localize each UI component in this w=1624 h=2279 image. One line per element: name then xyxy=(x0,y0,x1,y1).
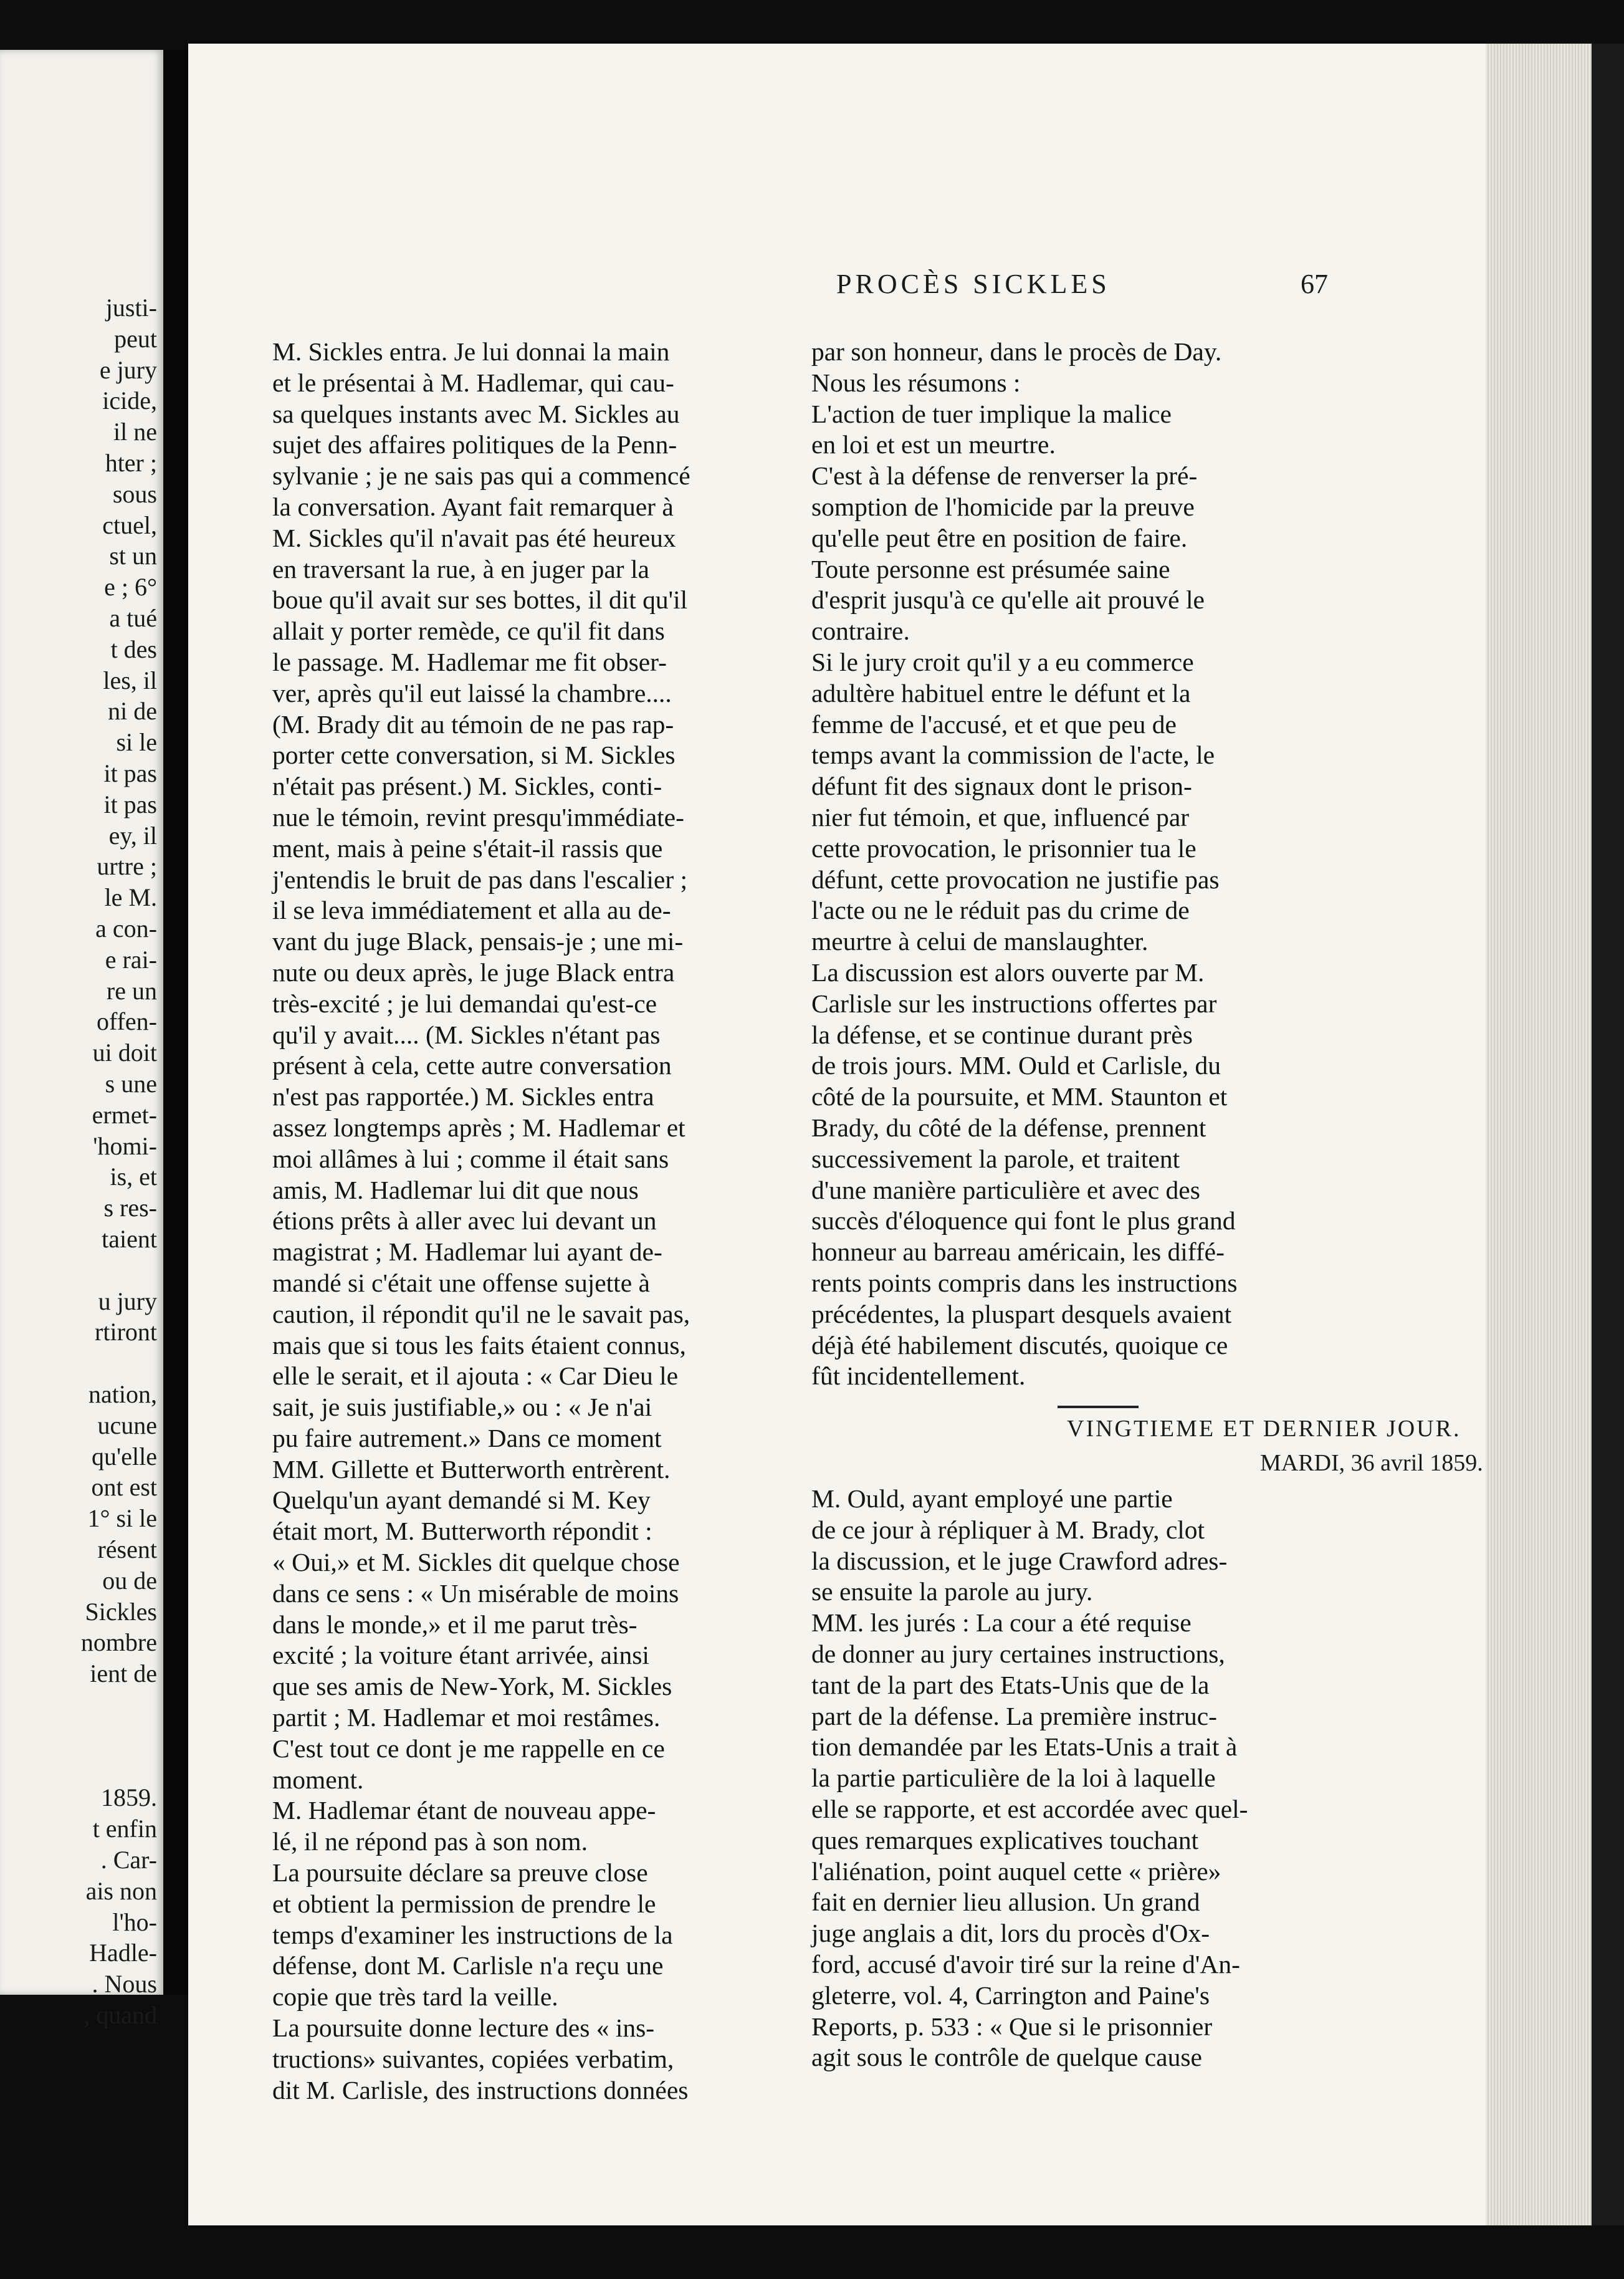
previous-page-fragment: s res- xyxy=(103,1194,157,1222)
text-line: d'esprit jusqu'à ce qu'elle ait prouvé le xyxy=(811,585,1205,615)
text-line: C'est à la défense de renverser la pré- xyxy=(811,461,1198,491)
text-line: en traversant la rue, à en juger par la xyxy=(272,554,649,583)
text-line: défense, dont M. Carlisle n'a reçu une xyxy=(272,1951,664,1980)
previous-page-fragment: 1859. xyxy=(101,1783,157,1812)
text-line: porter cette conversation, si M. Sickles xyxy=(272,741,676,770)
text-line: précédentes, la pluspart desquels avaient xyxy=(811,1299,1232,1328)
text-line: tructions» suivantes, copiées verbatim, xyxy=(272,2044,674,2073)
text-line: MM. Gillette et Butterworth entrèrent. xyxy=(272,1454,671,1484)
previous-page-fragment: ucune xyxy=(97,1411,157,1439)
text-line: défunt, cette provocation ne justifie pas xyxy=(811,865,1220,894)
previous-page-fragment: le M. xyxy=(104,883,157,912)
text-line: défunt fit des signaux dont le prison- xyxy=(811,772,1192,801)
previous-page-fragment: it pas xyxy=(103,759,157,787)
previous-page-fragment: 'homi- xyxy=(93,1131,157,1160)
text-line: la partie particulière de la loi à laquelle xyxy=(811,1763,1216,1793)
text-line: de ce jour à répliquer à M. Brady, clot xyxy=(811,1515,1205,1544)
text-line: juge anglais a dit, lors du procès d'Ox- xyxy=(811,1919,1210,1948)
page-stack-edge xyxy=(1486,44,1592,2225)
text-line: sa quelques instants avec M. Sickles au xyxy=(272,399,680,428)
text-line: dans le monde,» et il me parut très- xyxy=(272,1610,638,1639)
text-line: nute ou deux après, le juge Black entra xyxy=(272,957,675,987)
previous-page-fragment: ou de xyxy=(102,1566,157,1595)
page-number: 67 xyxy=(1301,269,1328,299)
text-line: ver, après qu'il eut laissé la chambre.... xyxy=(272,678,672,708)
previous-page-fragment: , quand xyxy=(84,2001,157,2029)
previous-page-fragment: is, et xyxy=(110,1163,157,1191)
text-line: qu'il y avait.... (M. Sickles n'étant pas xyxy=(272,1020,661,1049)
previous-page-fragment: offen- xyxy=(97,1007,157,1036)
text-line: moment. xyxy=(272,1765,364,1794)
text-line: excité ; la voiture étant arrivée, ainsi xyxy=(272,1641,649,1670)
section-divider xyxy=(1058,1406,1139,1408)
text-line: j'entendis le bruit de pas dans l'escalier ; xyxy=(272,865,688,894)
previous-page-fragment: peut xyxy=(114,324,157,353)
previous-page-fragment: taient xyxy=(102,1225,157,1253)
previous-page-fragment: rtiront xyxy=(95,1318,157,1346)
text-line: meurtre à celui de manslaughter. xyxy=(811,927,1149,956)
previous-page-fragment: st un xyxy=(109,542,157,570)
text-line: La discussion est alors ouverte par M. xyxy=(811,957,1205,987)
previous-page-fragment: l'ho- xyxy=(112,1907,157,1936)
previous-page-fragment: re un xyxy=(106,976,157,1005)
text-line: tion demandée par les Etats-Unis a trait à xyxy=(811,1732,1238,1762)
previous-page-fragment: e rai- xyxy=(105,945,157,974)
text-line: très-excité ; je lui demandai qu'est-ce xyxy=(272,989,657,1018)
previous-page-fragment: ctuel, xyxy=(102,511,157,539)
text-line: qu'elle peut être en position de faire. xyxy=(811,523,1188,552)
text-line: partit ; M. Hadlemar et moi restâmes. xyxy=(272,1703,661,1732)
previous-page-fragment: 1° si le xyxy=(87,1504,157,1533)
text-line: moi allâmes à lui ; comme il était sans xyxy=(272,1144,669,1173)
text-line: caution, il répondit qu'il ne le savait pas, xyxy=(272,1299,690,1328)
previous-page-fragment: Sickles xyxy=(85,1597,157,1626)
text-line: présent à cela, cette autre conversation xyxy=(272,1051,672,1080)
text-line: en loi et est un meurtre. xyxy=(811,430,1056,459)
text-line: M. Ould, ayant employé une partie xyxy=(811,1484,1173,1513)
text-line: n'est pas rapportée.) M. Sickles entra xyxy=(272,1082,654,1111)
previous-page-fragment: hter ; xyxy=(105,449,157,477)
previous-page-fragment: nombre xyxy=(80,1628,157,1657)
text-line: l'aliénation, point auquel cette « prière» xyxy=(811,1856,1221,1886)
previous-page-fragment: . Car- xyxy=(100,1846,157,1874)
previous-page-fragment: ont est xyxy=(91,1473,157,1502)
text-line: temps avant la commission de l'acte, le xyxy=(811,741,1215,770)
scan-border xyxy=(1592,44,1624,2225)
text-line: que ses amis de New-York, M. Sickles xyxy=(272,1672,672,1701)
text-line: temps d'examiner les instructions de la xyxy=(272,1920,673,1949)
text-line: somption de l'homicide par la preuve xyxy=(811,492,1195,521)
text-line: l'acte ou ne le réduit pas du crime de xyxy=(811,896,1190,925)
text-line: agit sous le contrôle de quelque cause xyxy=(811,2043,1202,2072)
text-line: et le présentai à M. Hadlemar, qui cau- xyxy=(272,368,674,397)
text-line: d'une manière particulière et avec des xyxy=(811,1175,1200,1204)
text-line: pu faire autrement.» Dans ce moment xyxy=(272,1423,662,1452)
text-line: (M. Brady dit au témoin de ne pas rap- xyxy=(272,709,674,739)
text-line: sujet des affaires politiques de la Penn- xyxy=(272,430,677,459)
text-line: se ensuite la parole au jury. xyxy=(811,1577,1093,1606)
previous-page-fragment: s une xyxy=(105,1070,157,1098)
previous-page-fragment: e ; 6° xyxy=(104,573,157,602)
text-line: il se leva immédiatement et alla au de- xyxy=(272,896,671,925)
previous-page-fragment: t des xyxy=(110,635,157,663)
previous-page-fragment: it pas xyxy=(103,790,157,818)
previous-page-fragment: ey, il xyxy=(108,821,157,850)
previous-page-fragment: il ne xyxy=(113,418,157,446)
section-heading: VINGTIEME ET DERNIER JOUR. xyxy=(1067,1416,1461,1442)
text-line: fait en dernier lieu allusion. Un grand xyxy=(811,1888,1200,1917)
text-line: Si le jury croit qu'il y a eu commerce xyxy=(811,647,1194,676)
text-column-right xyxy=(811,337,1354,1392)
text-line: MM. les jurés : La cour a été requise xyxy=(811,1608,1192,1638)
text-line: Brady, du côté de la défense, prennent xyxy=(811,1113,1206,1142)
text-line: M. Sickles entra. Je lui donnai la main xyxy=(272,337,670,366)
text-line: allait y porter remède, ce qu'il fit dans xyxy=(272,617,665,646)
text-line: contraire. xyxy=(811,617,910,646)
previous-page-fragment: ermet- xyxy=(92,1100,157,1129)
text-line: boue qu'il avait sur ses bottes, il dit qu'il xyxy=(272,585,688,615)
text-line: vant du juge Black, pensais-je ; une mi- xyxy=(272,927,684,956)
text-line: Toute personne est présumée saine xyxy=(811,554,1170,583)
text-line: elle le serait, et il ajouta : « Car Dieu le xyxy=(272,1361,679,1391)
text-line: magistrat ; M. Hadlemar lui ayant de- xyxy=(272,1237,662,1267)
text-line: ford, accusé d'avoir tiré sur la reine d'An- xyxy=(811,1949,1240,1979)
text-line: rents points compris dans les instructions xyxy=(811,1268,1238,1297)
previous-page-fragment: les, il xyxy=(103,666,157,694)
text-line: M. Hadlemar étant de nouveau appe- xyxy=(272,1796,656,1825)
text-line: succès d'éloquence qui font le plus grand xyxy=(811,1206,1236,1235)
text-line: côté de la poursuite, et MM. Staunton et xyxy=(811,1082,1228,1111)
text-line: et obtient la permission de prendre le xyxy=(272,1889,656,1918)
book-gutter xyxy=(163,50,188,1995)
text-line: Nous les résumons : xyxy=(811,368,1021,397)
previous-page-fragment: ui doit xyxy=(92,1039,157,1067)
text-line: « Oui,» et M. Sickles dit quelque chose xyxy=(272,1548,680,1577)
previous-page-fragment: Hadle- xyxy=(89,1939,157,1967)
text-line: amis, M. Hadlemar lui dit que nous xyxy=(272,1175,639,1204)
previous-page-fragment: sous xyxy=(112,479,157,508)
text-line: cette provocation, le prisonnier tua le xyxy=(811,833,1197,863)
text-line: dans ce sens : « Un misérable de moins xyxy=(272,1578,679,1608)
text-line: Reports, p. 533 : « Que si le prisonnier xyxy=(811,2012,1213,2041)
previous-page-fragment: résent xyxy=(97,1535,157,1563)
text-line: copie que très tard la veille. xyxy=(272,1982,558,2012)
text-line: n'était pas présent.) M. Sickles, conti- xyxy=(272,772,662,801)
text-line: de trois jours. MM. Ould et Carlisle, du xyxy=(811,1051,1221,1080)
text-line: le passage. M. Hadlemar me fit obser- xyxy=(272,647,667,676)
previous-page-fragment: ient de xyxy=(90,1659,157,1688)
text-line: L'action de tuer implique la malice xyxy=(811,399,1172,428)
text-line: par son honneur, dans le procès de Day. xyxy=(811,337,1222,366)
text-line: de donner au jury certaines instructions, xyxy=(811,1639,1225,1668)
previous-page-fragment: a con- xyxy=(95,914,157,943)
text-line: gleterre, vol. 4, Carrington and Paine's xyxy=(811,1980,1210,2010)
previous-page-fragment: t enfin xyxy=(92,1815,157,1843)
page xyxy=(188,44,1486,2225)
text-line: La poursuite déclare sa preuve close xyxy=(272,1858,648,1888)
text-line: la conversation. Ayant fait remarquer à xyxy=(272,492,674,521)
previous-page-fragment: . Nous xyxy=(92,1970,157,1998)
text-line: M. Sickles qu'il n'avait pas été heureux xyxy=(272,523,676,552)
previous-page-fragment: ais non xyxy=(85,1876,157,1905)
text-line: lé, il ne répond pas à son nom. xyxy=(272,1827,588,1856)
previous-page xyxy=(0,50,163,2029)
text-line: C'est tout ce dont je me rappelle en ce xyxy=(272,1734,665,1763)
text-line: nue le témoin, revint presqu'immédiate- xyxy=(272,802,684,832)
previous-page-fragment: e jury xyxy=(99,355,157,384)
previous-page-fragment: justi- xyxy=(105,294,157,322)
text-line: étions prêts à aller avec lui devant un xyxy=(272,1206,657,1235)
text-line: tant de la part des Etats-Unis que de la xyxy=(811,1670,1210,1699)
previous-page-fragment: u jury xyxy=(98,1287,157,1315)
text-line: assez longtemps après ; M. Hadlemar et xyxy=(272,1113,685,1142)
text-line: femme de l'accusé, et et que peu de xyxy=(811,709,1177,739)
text-line: part de la défense. La première instruc- xyxy=(811,1701,1217,1730)
previous-page-fragment: si le xyxy=(116,728,157,757)
text-line: la discussion, et le juge Crawford adres- xyxy=(811,1546,1228,1575)
text-line: sylvanie ; je ne sais pas qui a commencé xyxy=(272,461,690,491)
text-line: Carlisle sur les instructions offertes par xyxy=(811,989,1217,1018)
text-column-right-continued xyxy=(811,1484,1354,2073)
previous-page-fragment: ni de xyxy=(108,697,157,726)
text-line: dit M. Carlisle, des instructions données xyxy=(272,2075,689,2104)
text-line: sait, je suis justifiable,» ou : « Je n'ai xyxy=(272,1393,652,1422)
text-line: mais que si tous les faits étaient connus, xyxy=(272,1330,686,1360)
text-line: successivement la parole, et traitent xyxy=(811,1144,1180,1173)
previous-page-fragment: urtre ; xyxy=(97,852,157,881)
text-line: ques remarques explicatives touchant xyxy=(811,1825,1199,1854)
text-line: ment, mais à peine s'était-il rassis que xyxy=(272,833,663,863)
previous-page-fragment: icide, xyxy=(102,386,157,415)
section-date: MARDI, 36 avril 1859. xyxy=(1260,1450,1483,1476)
previous-page-fragment: a tué xyxy=(109,604,157,632)
text-line: déjà été habilement discutés, quoique ce xyxy=(811,1330,1228,1360)
text-line: la défense, et se continue durant près xyxy=(811,1020,1193,1049)
text-line: nier fut témoin, et que, influencé par xyxy=(811,802,1190,832)
text-line: était mort, M. Butterworth répondit : xyxy=(272,1517,652,1546)
text-line: adultère habituel entre le défunt et la xyxy=(811,678,1191,708)
text-line: elle se rapporte, et est accordée avec quel- xyxy=(811,1794,1248,1823)
running-header: PROCÈS SICKLES xyxy=(836,269,1111,299)
text-line: mandé si c'était une offense sujette à xyxy=(272,1268,650,1297)
previous-page-fragment: qu'elle xyxy=(92,1442,157,1471)
text-line: Quelqu'un ayant demandé si M. Key xyxy=(272,1485,651,1515)
text-line: fût incidentellement. xyxy=(811,1361,1026,1391)
previous-page-fragment: nation, xyxy=(88,1380,157,1408)
text-line: honneur au barreau américain, les diffé- xyxy=(811,1237,1225,1267)
text-line: La poursuite donne lecture des « ins- xyxy=(272,2013,655,2043)
